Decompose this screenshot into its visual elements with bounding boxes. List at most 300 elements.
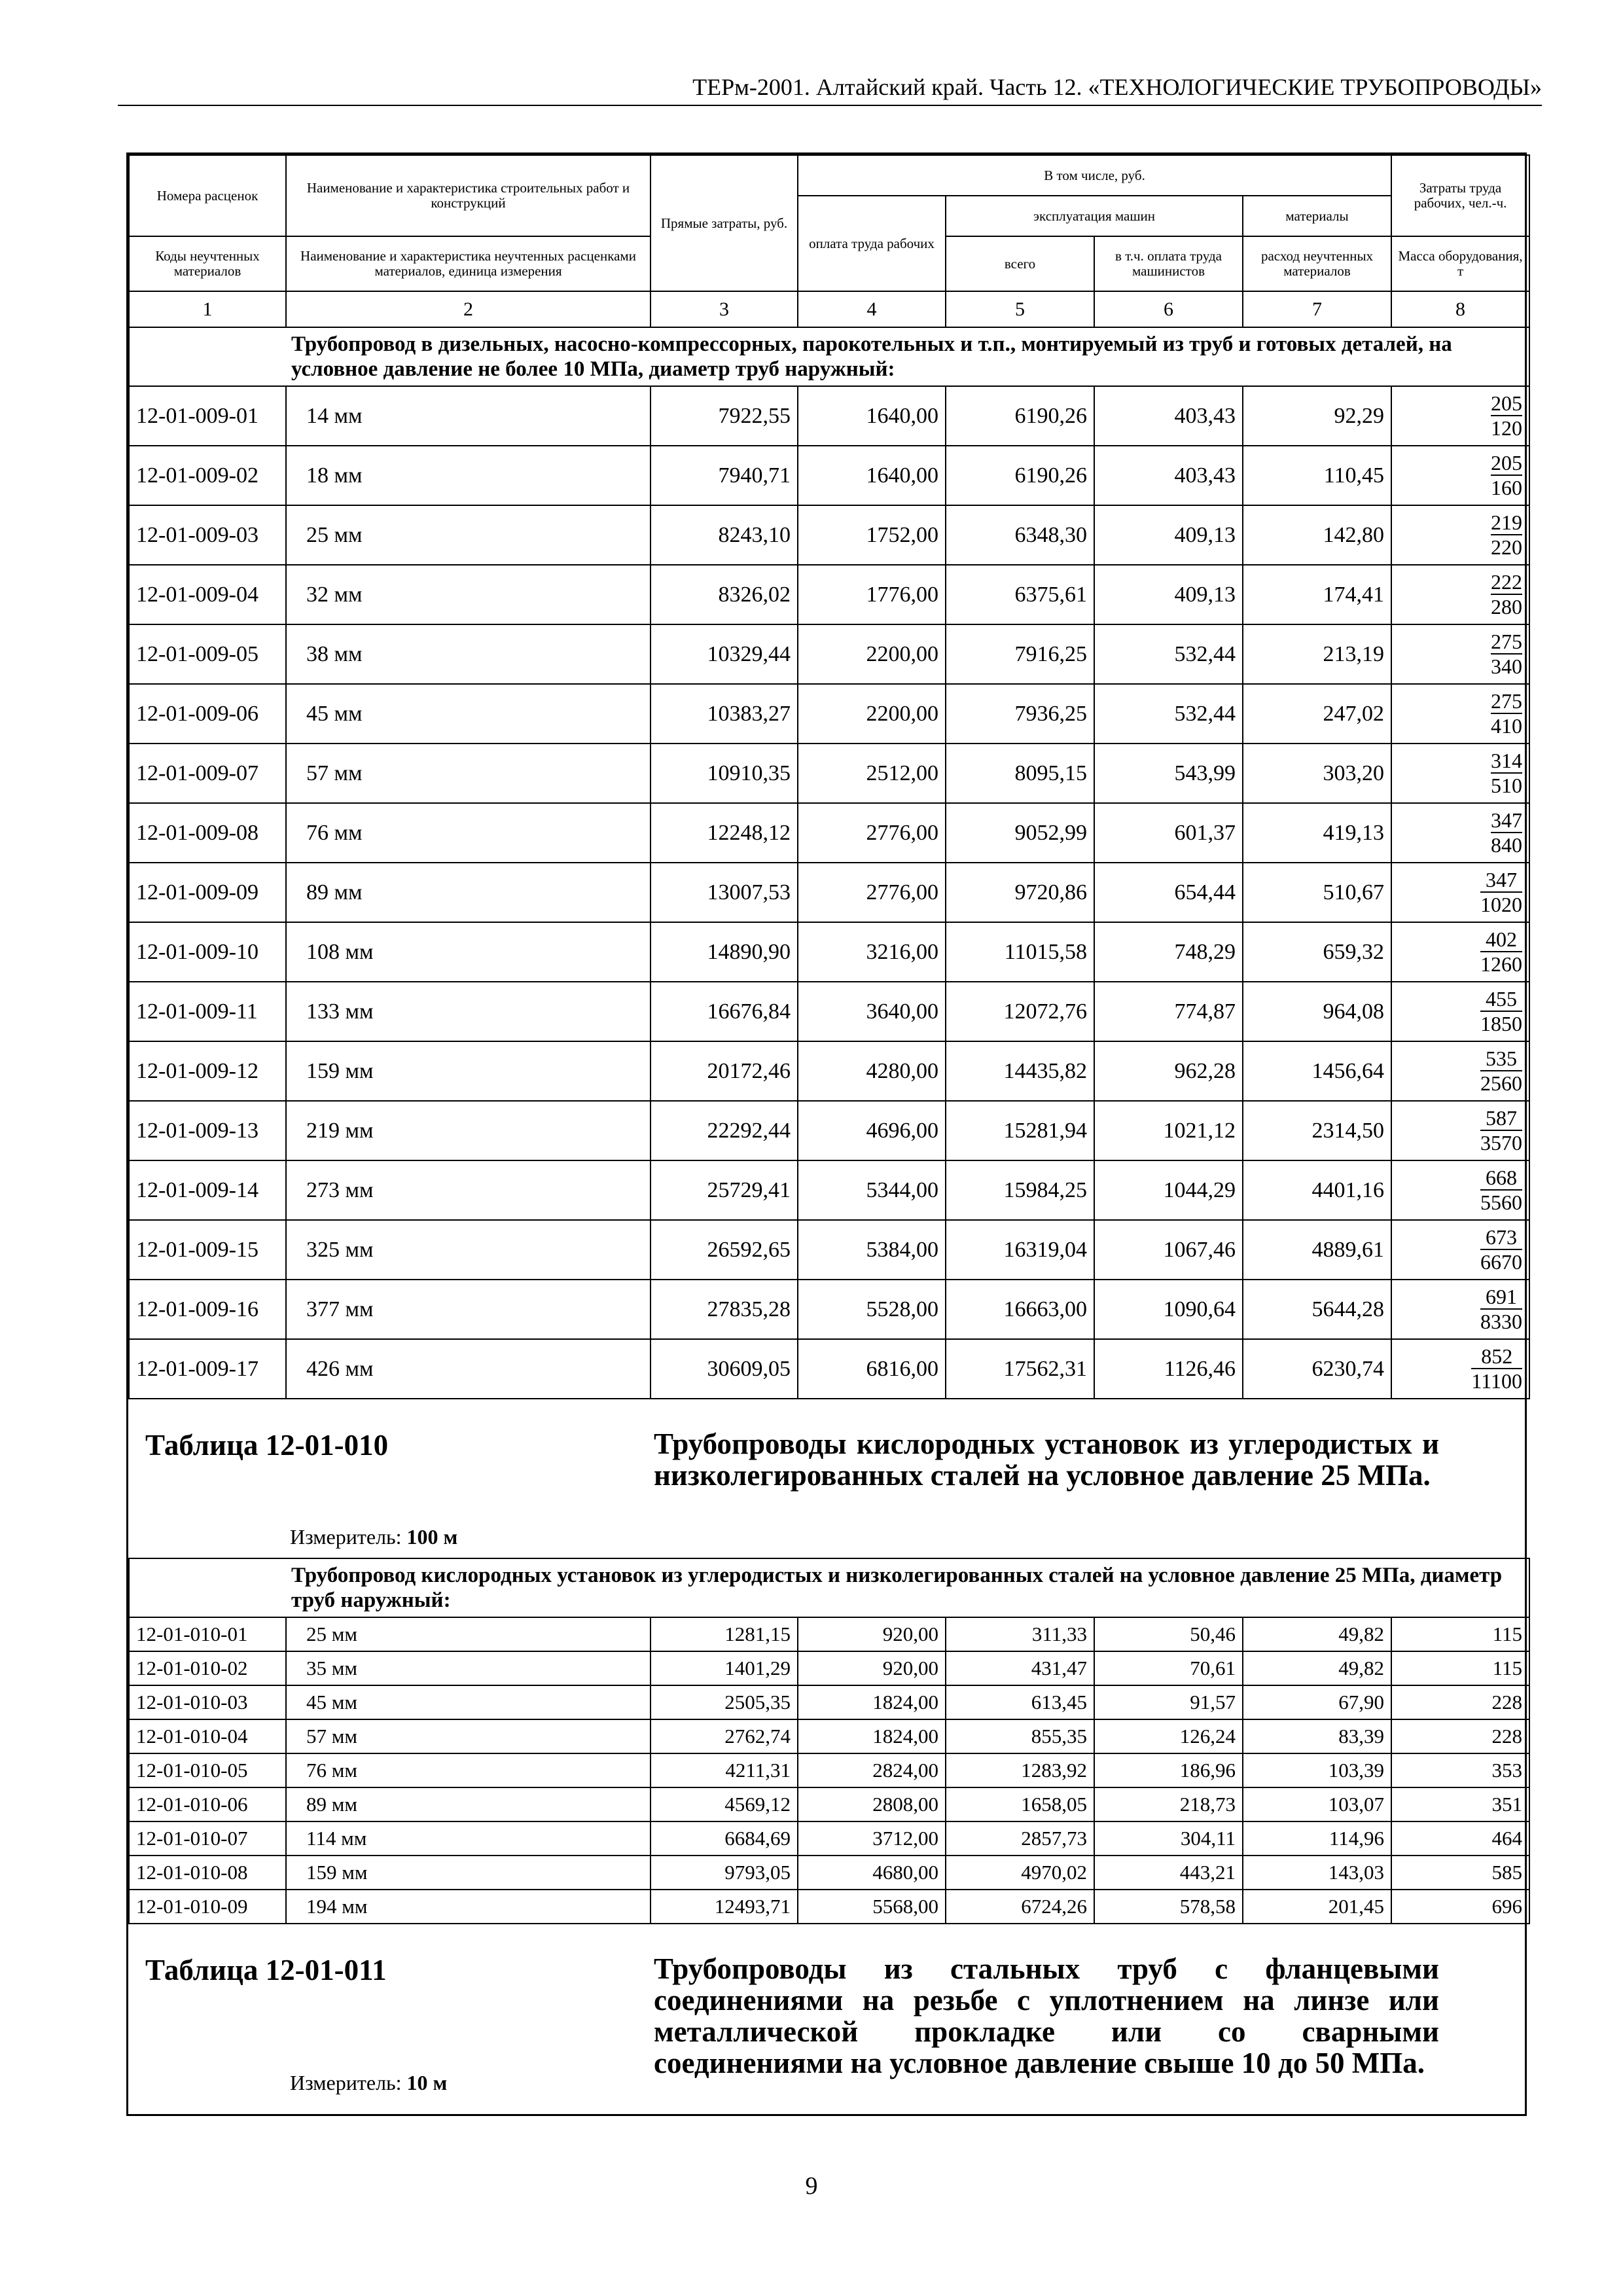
direct-costs: 26592,65 [651,1220,798,1280]
pipe-diameter: 76 мм [286,1753,651,1787]
table-row [129,1101,1529,1160]
machines-total: 14435,82 [946,1041,1094,1101]
table-row [129,1787,1529,1821]
header-materials: материалы [1243,196,1391,236]
equipment-mass-value: 3570 [1480,1130,1523,1155]
labor-pay: 2200,00 [798,624,946,684]
pipe-diameter: 76 мм [286,803,651,863]
machines-total: 6375,61 [946,565,1094,624]
labor-costs-and-mass [1391,1280,1529,1339]
direct-costs: 20172,46 [651,1041,798,1101]
labor-costs-value: 691 [1480,1285,1522,1310]
materials: 92,29 [1243,386,1391,446]
running-title: ТЕРм-2001. Алтайский край. Часть 12. «ТЕХНОЛОГИЧЕСКИЕ ТРУБОПРОВОДЫ» [692,74,1542,100]
labor-pay: 5344,00 [798,1160,946,1220]
machines-total: 6348,30 [946,505,1094,565]
equipment-mass-value: 410 [1491,713,1523,738]
equipment-mass-value: 280 [1491,594,1523,619]
direct-costs: 27835,28 [651,1280,798,1339]
machinist-pay: 962,28 [1094,1041,1243,1101]
measure-value: 10 м [406,2071,448,2094]
table-row [129,1280,1529,1339]
machines-total: 4970,02 [946,1856,1094,1890]
labor-costs-and-mass [1391,446,1529,505]
equipment-mass-value: 8330 [1480,1309,1523,1333]
direct-costs: 14890,90 [651,922,798,982]
pipe-diameter: 159 мм [286,1856,651,1890]
materials: 6230,74 [1243,1339,1391,1399]
rate-code: 12-01-010-01 [129,1617,286,1651]
machines-total: 17562,31 [946,1339,1094,1399]
direct-costs: 1401,29 [651,1651,798,1685]
measure-value: 100 м [406,1525,458,1549]
pricing-table-frame [126,152,1527,2116]
materials: 247,02 [1243,684,1391,744]
labor-costs: 353 [1391,1753,1529,1787]
labor-costs-value: 314 [1491,748,1523,772]
direct-costs: 25729,41 [651,1160,798,1220]
labor-pay: 1640,00 [798,386,946,446]
fraction [1491,570,1522,619]
machinist-pay: 1126,46 [1094,1339,1243,1399]
rate-code: 12-01-009-04 [129,565,286,624]
materials: 103,39 [1243,1753,1391,1787]
table-row [129,684,1529,744]
materials: 303,20 [1243,744,1391,803]
labor-costs-and-mass [1391,803,1529,863]
table-011-title: Трубопроводы из стальных труб с фланцевыми соединениями на резьбе с уплотнением на линзе или металлической прокладке или со сварными соединениями на условное давление свыше 10 до 50 МПа. [654,1952,1439,2079]
machinist-pay: 50,46 [1094,1617,1243,1651]
machines-total: 613,45 [946,1685,1094,1719]
labor-pay: 1776,00 [798,565,946,624]
labor-costs-and-mass [1391,863,1529,922]
materials: 110,45 [1243,446,1391,505]
equipment-mass-value: 340 [1491,654,1523,678]
labor-costs-value: 673 [1480,1225,1522,1250]
direct-costs: 6684,69 [651,1821,798,1856]
labor-pay: 4280,00 [798,1041,946,1101]
rate-code: 12-01-009-05 [129,624,286,684]
equipment-mass-value: 11100 [1471,1369,1523,1393]
direct-costs: 4569,12 [651,1787,798,1821]
fraction [1491,511,1522,559]
materials: 4889,61 [1243,1220,1391,1280]
labor-pay: 2776,00 [798,863,946,922]
fraction [1491,808,1522,857]
equipment-mass-value: 840 [1491,833,1523,857]
fraction [1491,630,1522,678]
direct-costs: 13007,53 [651,863,798,922]
direct-costs: 12248,12 [651,803,798,863]
rate-code: 12-01-010-03 [129,1685,286,1719]
table-row [129,1160,1529,1220]
machinist-pay: 403,43 [1094,386,1243,446]
labor-costs: 228 [1391,1685,1529,1719]
column-number: 7 [1243,291,1391,327]
column-number: 5 [946,291,1094,327]
table-row [129,1617,1529,1651]
materials: 114,96 [1243,1821,1391,1856]
direct-costs: 10910,35 [651,744,798,803]
machines-total: 855,35 [946,1719,1094,1753]
section-title: Трубопровод в дизельных, насосно-компрессорных, парокотельных и т.п., монтируемый из труб и готовых деталей, на условное давление не более 10 МПа, диаметр труб наружный: [129,327,1529,386]
equipment-mass-value: 2560 [1480,1071,1523,1095]
table-010-label: Таблица 12-01-010 [145,1429,389,1462]
fraction [1480,1047,1522,1095]
section1-rows [129,386,1529,1399]
header-including: В том числе, руб. [798,155,1391,196]
machinist-pay: 186,96 [1094,1753,1243,1787]
labor-pay: 3216,00 [798,922,946,982]
machines-total: 16319,04 [946,1220,1094,1280]
column-number: 4 [798,291,946,327]
labor-costs-value: 587 [1480,1106,1522,1131]
labor-costs-and-mass [1391,1160,1529,1220]
direct-costs: 4211,31 [651,1753,798,1787]
materials: 201,45 [1243,1890,1391,1924]
labor-costs-value: 222 [1491,569,1523,594]
labor-costs: 585 [1391,1856,1529,1890]
materials: 1456,64 [1243,1041,1391,1101]
machinist-pay: 218,73 [1094,1787,1243,1821]
equipment-mass-value: 1260 [1480,952,1523,976]
measure-label: Измеритель: [290,2071,402,2094]
labor-costs-and-mass [1391,684,1529,744]
column-number: 6 [1094,291,1243,327]
pipe-diameter: 194 мм [286,1890,651,1924]
labor-costs-value: 347 [1491,808,1523,832]
labor-costs-and-mass [1391,386,1529,446]
materials: 49,82 [1243,1617,1391,1651]
table-row [129,1753,1529,1787]
materials: 103,07 [1243,1787,1391,1821]
machinist-pay: 443,21 [1094,1856,1243,1890]
pipe-diameter: 14 мм [286,386,651,446]
direct-costs: 8243,10 [651,505,798,565]
pipe-diameter: 219 мм [286,1101,651,1160]
labor-pay: 6816,00 [798,1339,946,1399]
table-010-measure [290,1525,457,1549]
machines-total: 6190,26 [946,386,1094,446]
labor-costs-and-mass [1391,1339,1529,1399]
machines-total: 12072,76 [946,982,1094,1041]
labor-costs: 351 [1391,1787,1529,1821]
machinist-pay: 409,13 [1094,505,1243,565]
machinist-pay: 601,37 [1094,803,1243,863]
table-010 [128,1558,1530,1924]
section-title-row [129,327,1529,386]
machines-total: 431,47 [946,1651,1094,1685]
pipe-diameter: 38 мм [286,624,651,684]
labor-costs-and-mass [1391,982,1529,1041]
rate-code: 12-01-009-06 [129,684,286,744]
rate-code: 12-01-009-17 [129,1339,286,1399]
machines-total: 9720,86 [946,863,1094,922]
machinist-pay: 748,29 [1094,922,1243,982]
header-machines-total: всего [946,236,1094,291]
section-title: Трубопровод кислородных установок из углеродистых и низколегированных сталей на условное давление 25 МПа, диаметр труб наружный: [129,1558,1529,1617]
rate-code: 12-01-009-12 [129,1041,286,1101]
pipe-diameter: 426 мм [286,1339,651,1399]
rate-code: 12-01-010-04 [129,1719,286,1753]
labor-pay: 2824,00 [798,1753,946,1787]
column-number-row [129,291,1529,327]
table-row [129,1719,1529,1753]
table-row [129,1890,1529,1924]
machines-total: 6724,26 [946,1890,1094,1924]
equipment-mass-value: 6670 [1480,1249,1523,1274]
section-title-row [129,1558,1529,1617]
labor-pay: 2776,00 [798,803,946,863]
table-row [129,505,1529,565]
header-direct-costs: Прямые затраты, руб. [651,155,798,291]
labor-costs-value: 219 [1491,510,1523,534]
machines-total: 15281,94 [946,1101,1094,1160]
labor-costs: 464 [1391,1821,1529,1856]
pipe-diameter: 114 мм [286,1821,651,1856]
labor-pay: 5384,00 [798,1220,946,1280]
rate-code: 12-01-010-06 [129,1787,286,1821]
machinist-pay: 409,13 [1094,565,1243,624]
rate-code: 12-01-010-08 [129,1856,286,1890]
machinist-pay: 304,11 [1094,1821,1243,1856]
fraction [1491,749,1522,797]
machines-total: 16663,00 [946,1280,1094,1339]
direct-costs: 1281,15 [651,1617,798,1651]
pipe-diameter: 89 мм [286,1787,651,1821]
header-code-bottom: Коды неучтенных материалов [129,236,286,291]
labor-pay: 2808,00 [798,1787,946,1821]
labor-costs-value: 275 [1491,689,1523,713]
materials: 510,67 [1243,863,1391,922]
machines-total: 9052,99 [946,803,1094,863]
materials: 67,90 [1243,1685,1391,1719]
rate-code: 12-01-009-16 [129,1280,286,1339]
labor-costs-and-mass [1391,505,1529,565]
materials: 83,39 [1243,1719,1391,1753]
table-010-title: Трубопроводы кислородных установок из углеродистых и низколегированных сталей на условное давление 25 МПа. [654,1427,1439,1492]
pipe-diameter: 45 мм [286,684,651,744]
table-row [129,922,1529,982]
labor-costs-value: 535 [1480,1047,1522,1071]
fraction [1480,927,1522,976]
column-number: 8 [1391,291,1529,327]
machinist-pay: 70,61 [1094,1651,1243,1685]
fraction [1491,391,1522,440]
pipe-diameter: 108 мм [286,922,651,982]
labor-pay: 2200,00 [798,684,946,744]
materials: 142,80 [1243,505,1391,565]
pipe-diameter: 57 мм [286,744,651,803]
equipment-mass-value: 510 [1491,773,1523,797]
labor-pay: 4696,00 [798,1101,946,1160]
header-name-bottom: Наименование и характеристика неучтенных расценками материалов, единица измерения [286,236,651,291]
rate-code: 12-01-009-01 [129,386,286,446]
labor-costs-and-mass [1391,565,1529,624]
pipe-diameter: 89 мм [286,863,651,922]
header-machines: эксплуатация машин [946,196,1243,236]
machines-total: 7916,25 [946,624,1094,684]
column-number: 1 [129,291,286,327]
machinist-pay: 1090,64 [1094,1280,1243,1339]
machinist-pay: 774,87 [1094,982,1243,1041]
materials: 419,13 [1243,803,1391,863]
table-row [129,1856,1529,1890]
fraction [1480,868,1522,916]
machinist-pay: 532,44 [1094,624,1243,684]
labor-pay: 1640,00 [798,446,946,505]
direct-costs: 7922,55 [651,386,798,446]
header-equipment-mass: Масса оборудования, т [1391,236,1529,291]
table-row [129,1220,1529,1280]
machines-total: 311,33 [946,1617,1094,1651]
direct-costs: 10383,27 [651,684,798,744]
main-table [128,154,1530,1399]
labor-pay: 3712,00 [798,1821,946,1856]
table-011-label: Таблица 12-01-011 [145,1954,387,1986]
rate-code: 12-01-009-10 [129,922,286,982]
machines-total: 1658,05 [946,1787,1094,1821]
materials: 49,82 [1243,1651,1391,1685]
pipe-diameter: 45 мм [286,1685,651,1719]
labor-pay: 2512,00 [798,744,946,803]
machines-total: 2857,73 [946,1821,1094,1856]
rate-code: 12-01-010-09 [129,1890,286,1924]
rate-code: 12-01-010-02 [129,1651,286,1685]
labor-costs-and-mass [1391,744,1529,803]
page-number: 9 [805,2172,818,2200]
table-011-measure [290,2071,447,2095]
labor-costs-and-mass [1391,1101,1529,1160]
labor-costs-value: 402 [1480,927,1522,952]
labor-costs-and-mass [1391,624,1529,684]
rate-code: 12-01-009-08 [129,803,286,863]
table-010-heading [128,1399,1525,1558]
labor-costs-value: 347 [1480,868,1522,893]
labor-costs: 696 [1391,1890,1529,1924]
direct-costs: 16676,84 [651,982,798,1041]
table-row [129,624,1529,684]
labor-pay: 1824,00 [798,1719,946,1753]
rate-code: 12-01-009-14 [129,1160,286,1220]
labor-pay: 920,00 [798,1651,946,1685]
materials: 174,41 [1243,565,1391,624]
fraction [1480,1285,1522,1333]
machinist-pay: 654,44 [1094,863,1243,922]
materials: 964,08 [1243,982,1391,1041]
table-row [129,565,1529,624]
labor-pay: 1752,00 [798,505,946,565]
table-row [129,803,1529,863]
pipe-diameter: 377 мм [286,1280,651,1339]
materials: 213,19 [1243,624,1391,684]
header-labor-costs: Затраты труда рабочих, чел.-ч. [1391,155,1529,236]
labor-costs: 115 [1391,1617,1529,1651]
fraction [1491,451,1522,499]
machinist-pay: 543,99 [1094,744,1243,803]
direct-costs: 12493,71 [651,1890,798,1924]
direct-costs: 22292,44 [651,1101,798,1160]
machines-total: 8095,15 [946,744,1094,803]
labor-costs-value: 455 [1480,987,1522,1012]
pipe-diameter: 57 мм [286,1719,651,1753]
machinist-pay: 578,58 [1094,1890,1243,1924]
labor-pay: 5568,00 [798,1890,946,1924]
fraction [1491,689,1522,738]
labor-costs-and-mass [1391,1041,1529,1101]
table-row [129,1651,1529,1685]
labor-costs: 115 [1391,1651,1529,1685]
pipe-diameter: 25 мм [286,1617,651,1651]
pipe-diameter: 32 мм [286,565,651,624]
direct-costs: 2762,74 [651,1719,798,1753]
header-labor: оплата труда рабочих [798,196,946,291]
equipment-mass-value: 160 [1491,475,1523,499]
pipe-diameter: 35 мм [286,1651,651,1685]
labor-costs-and-mass [1391,922,1529,982]
direct-costs: 8326,02 [651,565,798,624]
labor-costs-value: 275 [1491,629,1523,653]
labor-costs-value: 205 [1491,391,1523,415]
table-row [129,863,1529,922]
table-row [129,1685,1529,1719]
equipment-mass-value: 220 [1491,535,1523,559]
direct-costs: 10329,44 [651,624,798,684]
rate-code: 12-01-010-05 [129,1753,286,1787]
machinist-pay: 403,43 [1094,446,1243,505]
labor-costs: 228 [1391,1719,1529,1753]
labor-costs-and-mass [1391,1220,1529,1280]
materials: 4401,16 [1243,1160,1391,1220]
direct-costs: 2505,35 [651,1685,798,1719]
machinist-pay: 1021,12 [1094,1101,1243,1160]
labor-pay: 920,00 [798,1617,946,1651]
labor-costs-value: 852 [1471,1344,1522,1369]
direct-costs: 9793,05 [651,1856,798,1890]
pipe-diameter: 18 мм [286,446,651,505]
labor-pay: 4680,00 [798,1856,946,1890]
table-row [129,446,1529,505]
machines-total: 6190,26 [946,446,1094,505]
rate-code: 12-01-010-07 [129,1821,286,1856]
column-number: 2 [286,291,651,327]
header-code-top: Номера расценок [129,155,286,236]
machines-total: 15984,25 [946,1160,1094,1220]
table-row [129,1339,1529,1399]
table-row [129,1821,1529,1856]
rate-code: 12-01-009-09 [129,863,286,922]
column-number: 3 [651,291,798,327]
rate-code: 12-01-009-07 [129,744,286,803]
equipment-mass-value: 1850 [1480,1011,1523,1035]
rate-code: 12-01-009-03 [129,505,286,565]
pipe-diameter: 273 мм [286,1160,651,1220]
table-011-heading [128,1924,1525,2105]
pipe-diameter: 25 мм [286,505,651,565]
machines-total: 11015,58 [946,922,1094,982]
header-machines-labor: в т.ч. оплата труда машинистов [1094,236,1243,291]
running-header [118,73,1542,106]
machinist-pay: 91,57 [1094,1685,1243,1719]
machinist-pay: 1044,29 [1094,1160,1243,1220]
header-name-top: Наименование и характеристика строительных работ и конструкций [286,155,651,236]
labor-costs-value: 205 [1491,450,1523,475]
measure-label: Измеритель: [290,1525,402,1549]
fraction [1480,1166,1522,1214]
direct-costs: 30609,05 [651,1339,798,1399]
labor-pay: 5528,00 [798,1280,946,1339]
materials: 659,32 [1243,922,1391,982]
